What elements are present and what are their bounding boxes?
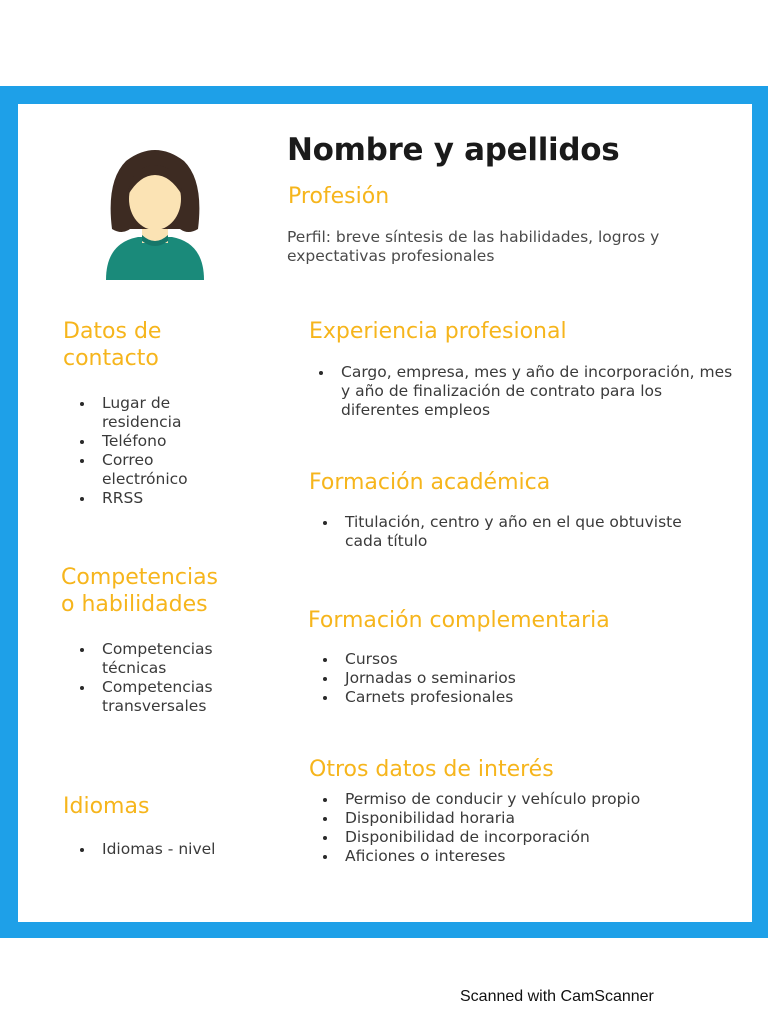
other-item-hobbies: Aficiones o intereses	[320, 847, 730, 866]
skills-list	[78, 640, 253, 716]
other-item-schedule: Disponibilidad horaria	[320, 809, 730, 828]
other-section-title: Otros datos de interés	[309, 757, 554, 782]
experience-item: Cargo, empresa, mes y año de incorporación, mes y año de finalización de contrato para los diferentes empleos	[316, 363, 736, 420]
contact-list	[78, 394, 238, 508]
full-name: Nombre y apellidos	[287, 132, 620, 168]
skills-title-line-1: Competencias	[61, 565, 219, 590]
languages-list	[78, 840, 258, 859]
languages-item-level: Idiomas - nivel	[78, 840, 258, 859]
skills-section-title	[61, 564, 218, 618]
contact-item-phone: Teléfono	[78, 432, 238, 451]
contact-title-line-2: contacto	[63, 346, 159, 371]
contact-item-social: RRSS	[78, 489, 238, 508]
contact-item-residence: Lugar de residencia	[78, 394, 238, 432]
education-item: Titulación, centro y año en el que obtuviste cada título	[320, 513, 690, 551]
experience-section-title: Experiencia profesional	[309, 319, 567, 344]
female-avatar-icon	[100, 145, 210, 285]
scanner-watermark: Scanned with CamScanner	[460, 988, 654, 1005]
languages-section-title: Idiomas	[63, 794, 150, 819]
complementary-section-title: Formación complementaria	[308, 608, 610, 633]
other-list	[320, 790, 730, 866]
contact-title-line-1: Datos de	[63, 319, 162, 344]
complementary-item-licenses: Carnets profesionales	[320, 688, 690, 707]
other-item-driving: Permiso de conducir y vehículo propio	[320, 790, 730, 809]
experience-list	[316, 363, 736, 420]
profession: Profesión	[288, 184, 390, 209]
other-item-start: Disponibilidad de incorporación	[320, 828, 730, 847]
education-list	[320, 513, 690, 551]
complementary-item-seminars: Jornadas o seminarios	[320, 669, 690, 688]
skills-item-transversal: Competencias transversales	[78, 678, 253, 716]
contact-item-email: Correo electrónico	[78, 451, 238, 489]
contact-section-title	[63, 318, 161, 372]
profile-summary: Perfil: breve síntesis de las habilidades, logros y expectativas profesionales	[287, 228, 660, 265]
complementary-item-courses: Cursos	[320, 650, 690, 669]
skills-title-line-2: o habilidades	[61, 592, 208, 617]
complementary-list	[320, 650, 690, 707]
skills-item-technical: Competencias técnicas	[78, 640, 253, 678]
education-section-title: Formación académica	[309, 470, 551, 495]
